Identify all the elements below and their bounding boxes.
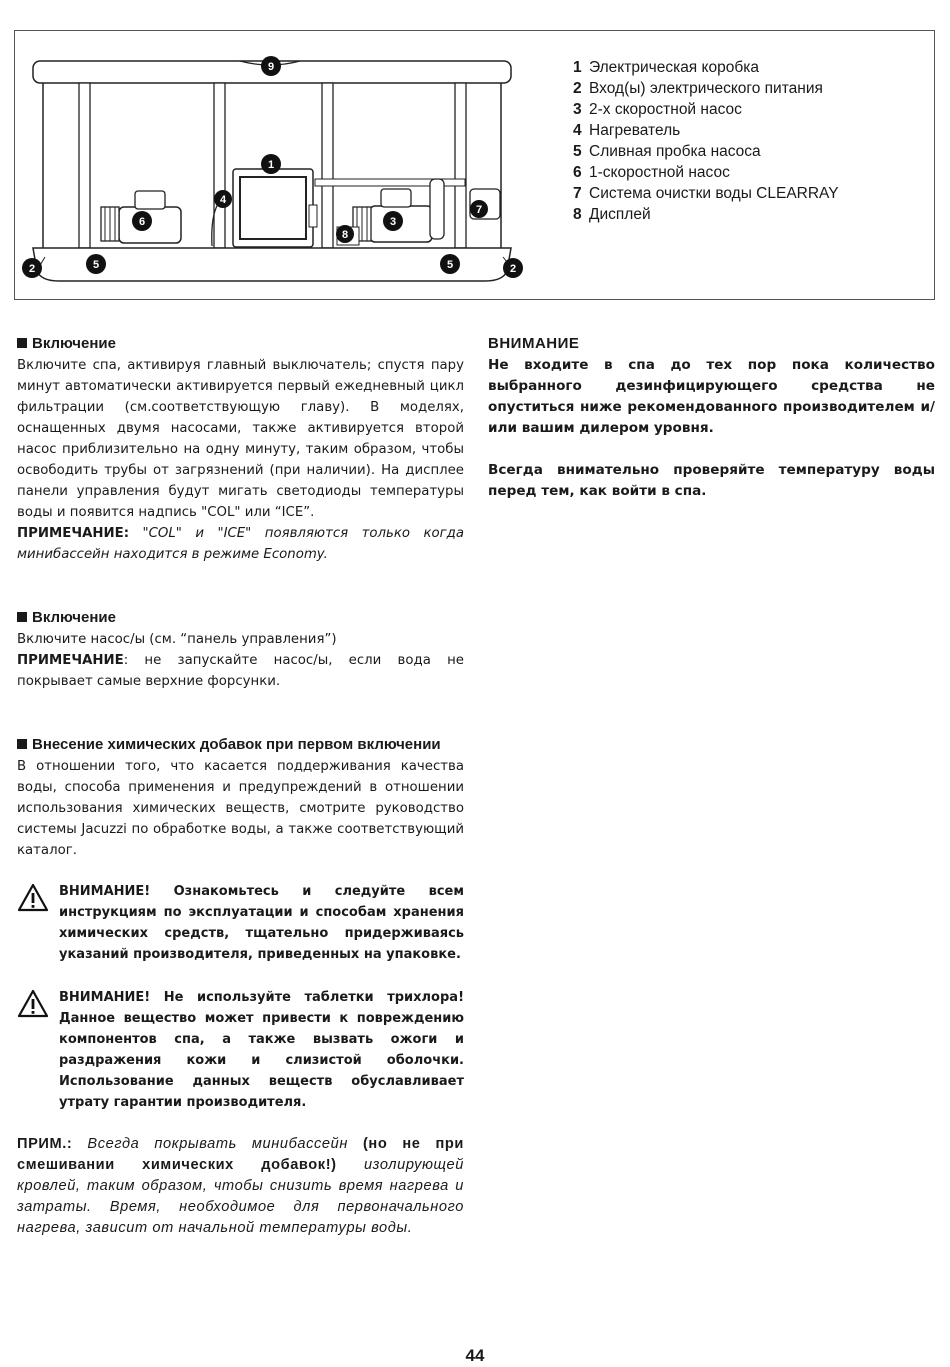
- legend-item: 8 Дисплей: [573, 206, 651, 223]
- svg-text:2: 2: [28, 263, 36, 275]
- svg-text:4: 4: [219, 194, 227, 206]
- callout-9: [261, 56, 281, 76]
- svg-text:6: 6: [138, 216, 146, 228]
- callout-6: [132, 211, 152, 231]
- section-body: В отношении того, что касается поддерживания качества воды, способа применения и предупреждений в отношении использования химических веществ, смотрите руководство системы Jacuzzi по обработке воды, а также соответствующий каталог.: [17, 759, 464, 858]
- callout-8: [336, 225, 354, 243]
- svg-text:7: 7: [475, 204, 483, 216]
- svg-text:1: 1: [267, 159, 275, 171]
- callout-2-left: [22, 258, 42, 278]
- callout-2-right: [503, 258, 523, 278]
- callout-1: [261, 154, 281, 174]
- svg-text:5: 5: [92, 259, 100, 271]
- svg-text:3: 3: [389, 216, 397, 228]
- warning-triangle-icon: [17, 883, 49, 913]
- left-column: [17, 333, 464, 861]
- svg-text:8: 8: [341, 229, 349, 241]
- section-body: Включите насос/ы (см. “панель управления”) ПРИМЕЧАНИЕ: не запускайте насос/ы, если вода не покрывает самые верхние форсунки.: [17, 632, 464, 689]
- bullet-square-icon: [17, 612, 27, 622]
- warning-text: ВНИМАНИЕ! Не используйте таблетки трихлора! Данное вещество может привести к повреждению компонентов спа, а также вызвать ожоги и раздражения кожи и слизистой оболочки. Использование данных веществ обуславливает утрату гарантии производителя.: [59, 990, 464, 1110]
- section-title: Включение: [32, 609, 116, 626]
- attention-text-2: Всегда внимательно проверяйте температуру воды перед тем, как войти в спа.: [488, 462, 935, 499]
- right-column: [488, 333, 935, 502]
- callout-5-left: [86, 254, 106, 274]
- note-text: "COL" и "ICE" появляются только когда минибассейн находится в режиме Economy.: [17, 526, 464, 562]
- bullet-square-icon: [17, 739, 27, 749]
- attention-text: Не входите в спа до тех пор пока количество выбранного дезинфицирующего средства не опуститься ниже рекомендованного производителем и/или вашим дилером уровня.: [488, 357, 935, 436]
- section-body: Включите спа, активируя главный выключатель; спустя пару минут автоматически активируется первый ежедневный цикл фильтрации (см.соответствующую главу). В моделях, оснащенных двумя насосами, также активируется второй насос приблизительно на одну минуту, таким образом, чтобы освободить трубы от загрязнений (при наличии). На дисплее панели управления будут мигать светодиоды температуры воды и появится надпись "COL" или “ICE”. ПРИМЕЧАНИЕ: "COL" и "ICE" появляются только когда минибассейн находится в режиме Economy.: [17, 358, 464, 562]
- svg-text:5: 5: [446, 259, 454, 271]
- legend-item: 5 Сливная пробка насоса: [573, 143, 761, 160]
- figure-box: [14, 30, 935, 300]
- section-title: Включение: [32, 335, 116, 352]
- section-chemicals: [17, 734, 464, 861]
- bullet-square-icon: [17, 338, 27, 348]
- warning-1: [17, 881, 464, 965]
- callout-7: [470, 200, 488, 218]
- legend-item: 4 Нагреватель: [573, 122, 681, 139]
- attention-title: ВНИМАНИЕ: [488, 335, 580, 352]
- page-number: 44: [465, 1346, 485, 1365]
- warning-text: ВНИМАНИЕ! Ознакомьтесь и следуйте всем инструкциям по эксплуатации и способам хранения химических средств, тщательно придерживаясь указаний производителя, приведенных на упаковке.: [59, 884, 464, 962]
- diagram-legend: [573, 57, 839, 225]
- note-text: : не запускайте насос/ы, если вода не покрывает самые верхние форсунки.: [17, 653, 464, 689]
- callout-3: [383, 211, 403, 231]
- legend-item: 1 Электрическая коробка: [573, 59, 759, 76]
- note-label: ПРИМ.:: [17, 1136, 73, 1152]
- svg-text:2: 2: [509, 263, 517, 275]
- warning-2: [17, 987, 464, 1113]
- section-power-on: [17, 333, 464, 565]
- legend-item: 7 Система очистки воды CLEARRAY: [573, 185, 839, 202]
- callout-5-right: [440, 254, 460, 274]
- warning-triangle-icon: [17, 989, 49, 1019]
- legend-item: 2 Вход(ы) электрического питания: [573, 80, 823, 97]
- callout-4: [214, 190, 232, 208]
- section-pumps-on: [17, 607, 464, 692]
- note-label: ПРИМЕЧАНИЕ: [17, 653, 124, 668]
- spa-equipment-diagram: [15, 31, 555, 301]
- cover-note: ПРИМ.: Всегда покрывать минибассейн (но не при смешивании химических добавок!) изолирующей кровлей, таким образом, чтобы снизить время нагрева и затраты. Время, необходимое для первоначального нагрева, зависит от начальной температуры воды.: [17, 1136, 464, 1236]
- legend-item: 3 2-х скоростной насос: [573, 101, 742, 118]
- legend-item: 6 1-скоростной насос: [573, 164, 730, 181]
- note-label: ПРИМЕЧАНИЕ:: [17, 526, 130, 541]
- section-title: Внесение химических добавок при первом включении: [32, 736, 441, 753]
- svg-text:9: 9: [267, 61, 275, 73]
